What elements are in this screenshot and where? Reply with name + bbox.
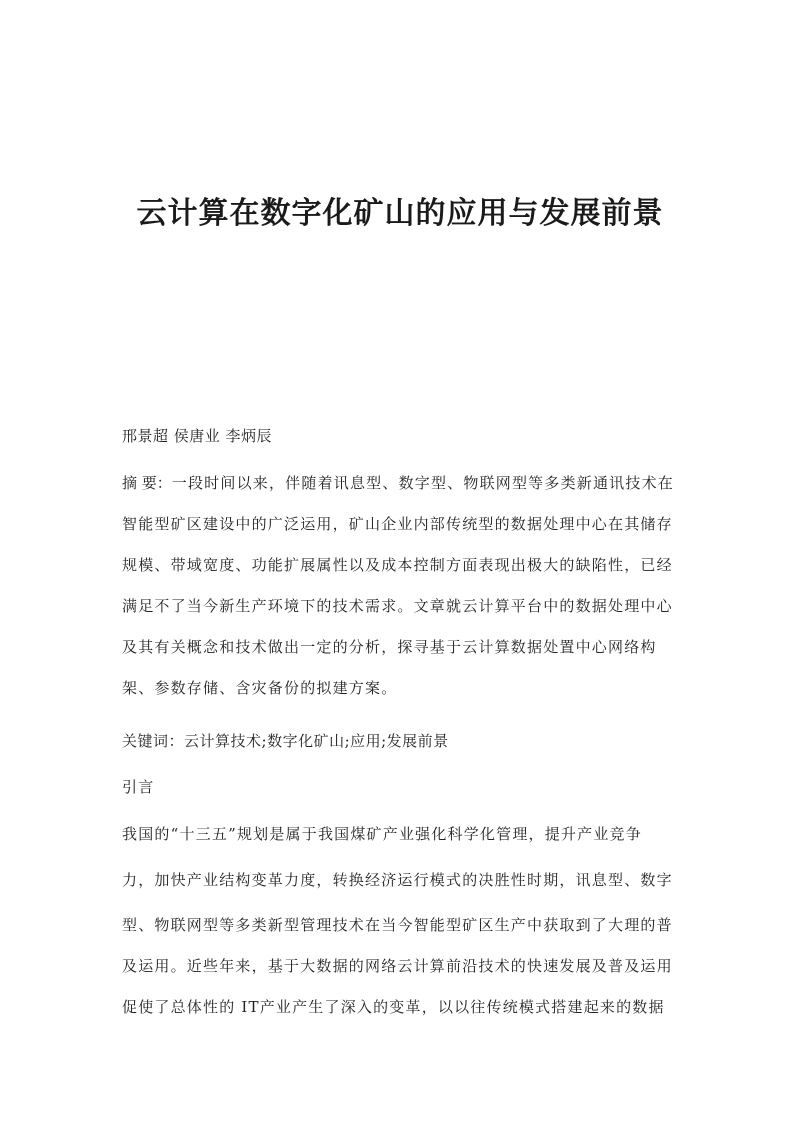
abstract-line: 满足不了当今新生产环境下的技术需求。文章就云计算平台中的数据处理中心 bbox=[122, 597, 673, 615]
abstract-label: 摘 要： bbox=[122, 474, 172, 492]
abstract-line: 智能型矿区建设中的广泛运用，矿山企业内部传统型的数据处理中心在其储存 bbox=[122, 515, 673, 533]
body-text-line: 力，加快产业结构变革力度，转换经济运行模式的决胜性时期，讯息型、数字 bbox=[122, 871, 673, 889]
abstract-line: 架、参数存储、含灾备份的拟建方案。 bbox=[122, 679, 398, 697]
keywords-label: 关键词： bbox=[122, 732, 185, 750]
body-text-line: 促使了总体性的 IT产业产生了深入的变革，以以往传统模式搭建起来的数据 bbox=[122, 998, 665, 1016]
body-text-line: 我国的“十三五”规划是属于我国煤矿产业强化科学化管理，提升产业竞争 bbox=[122, 825, 642, 843]
abstract-line: 及其有关概念和技术做出一定的分析，探寻基于云计算数据处置中心网络构 bbox=[122, 638, 657, 656]
body-text-line: 型、物联网型等多类新型管理技术在当今智能型矿区生产中获取到了大理的普 bbox=[122, 916, 673, 934]
section-heading-intro: 引言 bbox=[122, 778, 155, 796]
keywords-line bbox=[122, 730, 449, 751]
abstract-text: 一段时间以来，伴随着讯息型、数字型、物联网型等多类新通讯技术在 bbox=[171, 474, 674, 492]
abstract-line bbox=[122, 472, 674, 493]
body-text-line: 及运用。近些年来，基于大数据的网络云计算前沿技术的快速发展及普及运用 bbox=[122, 957, 673, 975]
abstract-line: 规模、带域宽度、功能扩展属性以及成本控制方面表现出极大的缺陷性，已经 bbox=[122, 556, 673, 574]
paper-title: 云计算在数字化矿山的应用与发展前景 bbox=[136, 196, 664, 231]
keywords-text: 云计算技术;数字化矿山;应用;发展前景 bbox=[184, 732, 449, 750]
author-list: 邢景超 侯唐业 李炳辰 bbox=[122, 427, 273, 445]
